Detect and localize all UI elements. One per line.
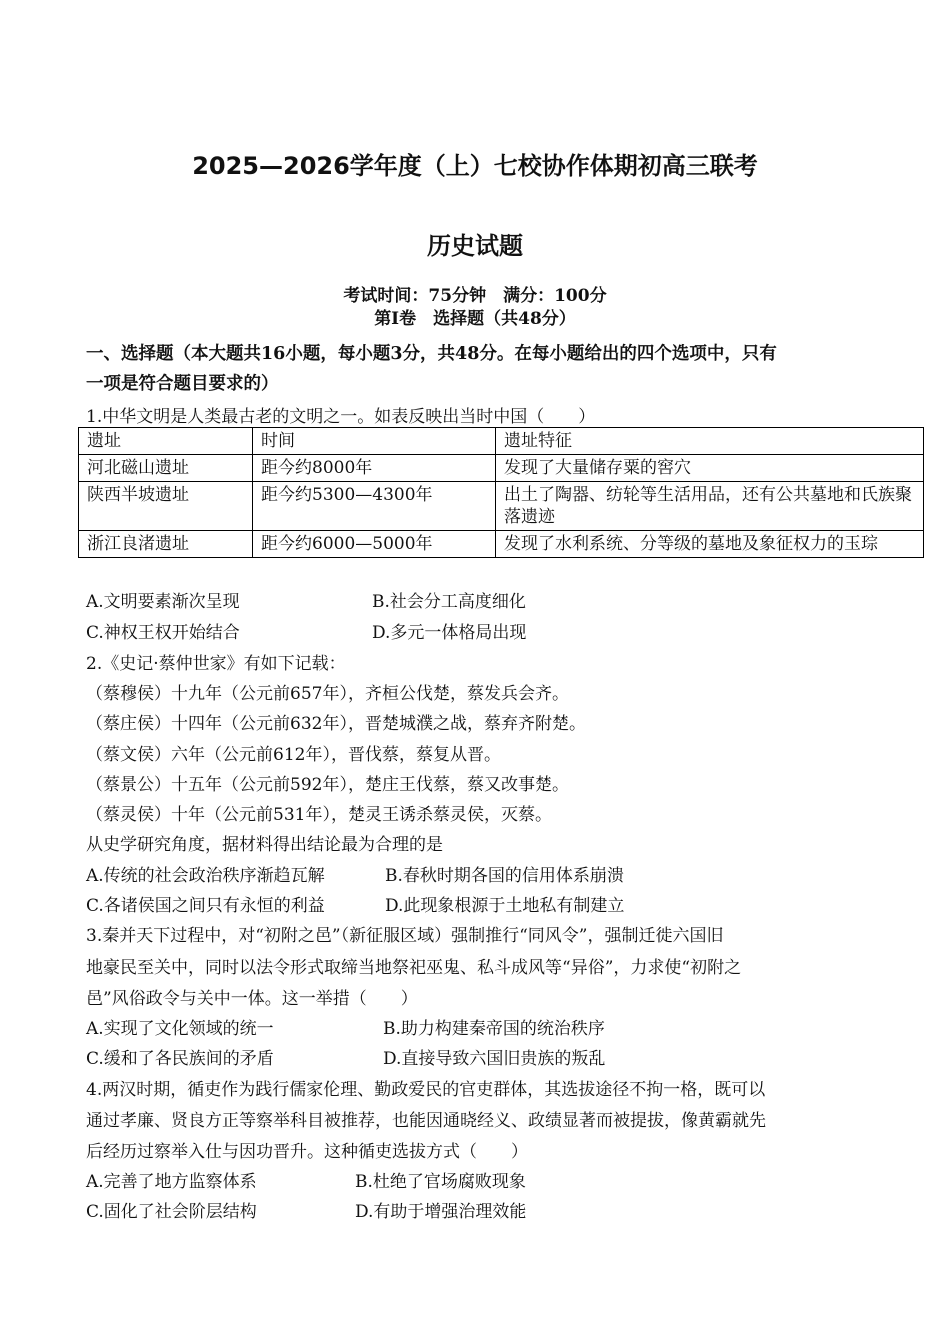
q3-option-d: D.直接导致六国旧贵族的叛乱 (383, 1049, 606, 1069)
q1-stem: 1.中华文明是人类最古老的文明之一。如表反映出当时中国（ ） (86, 407, 596, 427)
volume-heading: 第Ⅰ卷 选择题（共48分） (374, 309, 576, 329)
q2-record: （蔡文侯）六年（公元前612年），晋伐蔡，蔡复从晋。 (86, 745, 501, 765)
exam-title: 2025—2026学年度（上）七校协作体期初高三联考 (192, 152, 758, 180)
q1-option-d: D.多元一体格局出现 (372, 623, 527, 643)
q1-option-c: C.神权王权开始结合 (86, 623, 240, 643)
q2-stem: 2.《史记·蔡仲世家》有如下记载： (86, 654, 346, 674)
q2-record: （蔡景公）十五年（公元前592年），楚庄王伐蔡，蔡又改事楚。 (86, 775, 569, 795)
q2-question: 从史学研究角度，据材料得出结论最为合理的是 (86, 835, 443, 855)
table-cell: 发现了水利系统、分等级的墓地及象征权力的玉琮 (496, 531, 924, 558)
table-header-row (79, 428, 924, 455)
q2-option-c: C.各诸侯国之间只有永恒的利益 (86, 896, 325, 916)
subject-title: 历史试题 (427, 232, 523, 260)
q2-record: （蔡庄侯）十四年（公元前632年），晋楚城濮之战，蔡弃齐附楚。 (86, 714, 586, 734)
table-row (79, 482, 924, 531)
section-instruction-line2: 一项是符合题目要求的） (86, 374, 279, 394)
table-cell: 发现了大量储存粟的窖穴 (496, 455, 924, 482)
q4-option-a: A.完善了地方监察体系 (86, 1172, 257, 1192)
q4-option-b: B.杜绝了官场腐败现象 (355, 1172, 526, 1192)
table-row (79, 531, 924, 558)
q3-stem-line: 地豪民至关中，同时以法令形式取缔当地祭祀巫鬼、私斗成风等“异俗”，力求使“初附之 (86, 958, 742, 978)
q4-option-d: D.有助于增强治理效能 (355, 1202, 527, 1222)
table-header-cell: 遗址 (79, 428, 253, 455)
q2-record: （蔡灵侯）十年（公元前531年），楚灵王诱杀蔡灵侯，灭蔡。 (86, 805, 552, 825)
q3-option-b: B.助力构建秦帝国的统治秩序 (383, 1019, 605, 1039)
q3-stem-line: 邑”风俗政令与关中一体。这一举措（ ） (86, 989, 418, 1009)
table-cell: 陕西半坡遗址 (79, 482, 253, 531)
q3-option-c: C.缓和了各民族间的矛盾 (86, 1049, 274, 1069)
q3-stem-line: 3.秦并天下过程中，对“初附之邑”（新征服区域）强制推行“同风令”，强制迁徙六国旧 (86, 926, 724, 946)
table-cell: 浙江良渚遗址 (79, 531, 253, 558)
table-cell: 出土了陶器、纺轮等生活用品，还有公共墓地和氏族聚落遗迹 (496, 482, 924, 531)
q4-stem-line: 后经历过察举入仕与因功晋升。这种循吏选拔方式（ ） (86, 1142, 528, 1162)
q2-option-b: B.春秋时期各国的信用体系崩溃 (385, 866, 624, 886)
q3-option-a: A.实现了文化领域的统一 (86, 1019, 274, 1039)
table-header-cell: 遗址特征 (496, 428, 924, 455)
q4-option-c: C.固化了社会阶层结构 (86, 1202, 257, 1222)
section-instruction-line1: 一、选择题（本大题共16小题，每小题3分，共48分。在每小题给出的四个选项中，只有 (86, 344, 777, 364)
table-cell: 距今约8000年 (253, 455, 496, 482)
table-cell: 距今约6000—5000年 (253, 531, 496, 558)
q4-stem-line: 4.两汉时期，循吏作为践行儒家伦理、勤政爱民的官吏群体，其选拔途径不拘一格，既可以 (86, 1080, 766, 1100)
q2-option-a: A.传统的社会政治秩序渐趋瓦解 (86, 866, 325, 886)
exam-info: 考试时间：75分钟 满分：100分 (343, 286, 607, 306)
q2-record: （蔡穆侯）十九年（公元前657年），齐桓公伐楚，蔡发兵会齐。 (86, 684, 569, 704)
table-cell: 距今约5300—4300年 (253, 482, 496, 531)
q2-option-d: D.此现象根源于土地私有制建立 (385, 896, 625, 916)
table-header-cell: 时间 (253, 428, 496, 455)
table-cell: 河北磁山遗址 (79, 455, 253, 482)
q4-stem-line: 通过孝廉、贤良方正等察举科目被推荐，也能因通晓经义、政绩显著而被提拔，像黄霸就先 (86, 1111, 766, 1131)
table-row (79, 455, 924, 482)
q1-option-a: A.文明要素渐次呈现 (86, 592, 240, 612)
q1-option-b: B.社会分工高度细化 (372, 592, 526, 612)
q1-table (78, 427, 924, 558)
